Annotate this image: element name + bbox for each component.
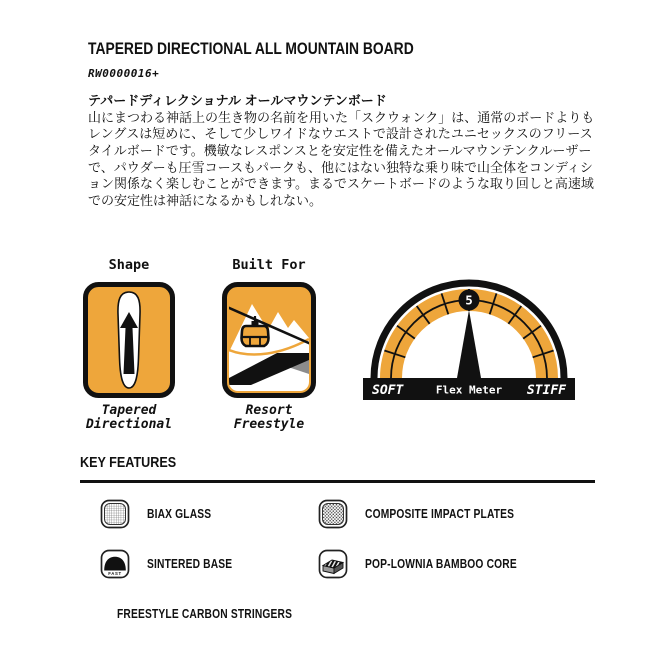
resort-gondola-icon (222, 282, 316, 398)
divider (80, 480, 595, 483)
gauge-min-label: SOFT (372, 383, 404, 399)
built-for-value: Resort Freestyle (233, 403, 305, 433)
feature-sintered-base (100, 549, 318, 579)
built-for-label: Built For (232, 257, 306, 274)
key-features-section (0, 454, 650, 629)
bamboo-core-icon (318, 549, 348, 579)
product-description (0, 80, 650, 209)
gauge-needle (457, 310, 481, 378)
feature-label: BIAX GLASS (147, 507, 212, 522)
feature-bamboo-core (318, 549, 595, 579)
description-heading: テパードディレクショナル オールマウンテンボード (88, 93, 387, 108)
impact-plates-icon (318, 499, 348, 529)
feature-impact-plates (318, 499, 595, 529)
feature-biax-glass (100, 499, 318, 529)
feature-label: POP-LOWNIA BAMBOO CORE (365, 557, 517, 572)
flex-meter (363, 278, 575, 401)
page-title: TAPERED DIRECTIONAL ALL MOUNTAIN BOARD (88, 40, 414, 58)
shape-value: Tapered Directional (85, 403, 173, 433)
sintered-base-icon-text: FAST (108, 571, 122, 577)
biax-glass-icon (100, 499, 130, 529)
feature-carbon-stringers (100, 599, 318, 629)
product-sku: RW0000016+ (88, 67, 160, 80)
feature-label: COMPOSITE IMPACT PLATES (365, 507, 515, 522)
feature-label: SINTERED BASE (147, 557, 233, 572)
spec-built-for (219, 257, 319, 432)
feature-label: FREESTYLE CARBON STRINGERS (117, 607, 293, 622)
header (0, 0, 650, 80)
gauge-title: Flex Meter (435, 383, 503, 397)
flex-meter-gauge (363, 278, 575, 401)
description-body: 山にまつわる神話上の生き物の名前を用いた「スクウォンク」は、通常のボードよりもレングスは短めに、そして少しワイドなウエストで設計されたユニセックスのフリースタイルボードです。機敏なレスポンスとを安定性を備えたオールマウンテンクルーザーで、パウダーも圧雪コースもパークも、他にはない独特な乗り味で山全体をコンディション関係なく楽しむことができます。まるでスケートボードのような取り回しと高速域での安定性は神話になるかもしれない。 (88, 109, 595, 208)
snowboard-shape-icon (83, 282, 175, 398)
gauge-value: 5 (465, 292, 473, 308)
spec-row (0, 257, 650, 432)
key-features-heading: KEY FEATURES (80, 454, 177, 472)
feature-grid (100, 499, 595, 629)
sintered-base-icon (100, 549, 130, 579)
gauge-max-label: STIFF (526, 383, 566, 399)
shape-label: Shape (108, 257, 150, 274)
spec-shape (81, 257, 177, 432)
